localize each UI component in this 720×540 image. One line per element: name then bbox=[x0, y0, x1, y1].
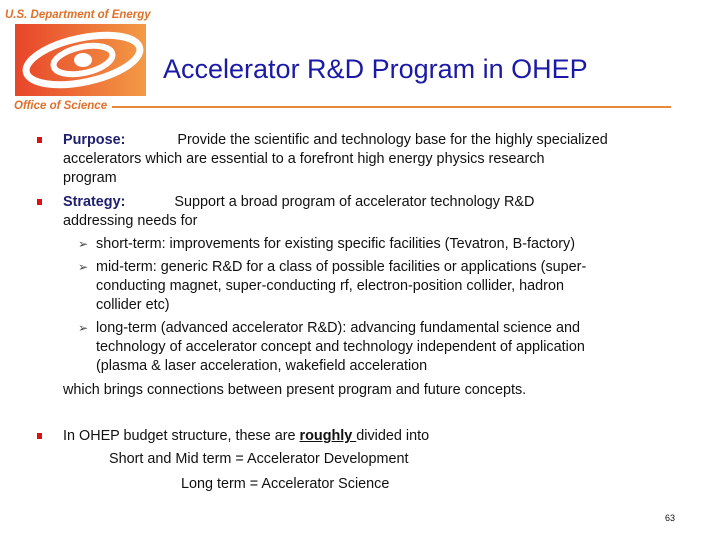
bullet-icon bbox=[37, 199, 42, 205]
bullet-icon bbox=[37, 137, 42, 143]
office-of-science-logo bbox=[15, 24, 146, 96]
page-number: 63 bbox=[665, 513, 676, 523]
long-term-item-3: (plasma & laser acceleration, wakefield acceleration bbox=[96, 358, 428, 374]
arrow-bullet-icon: ➢ bbox=[78, 321, 89, 335]
mid-term-item-2: conducting magnet, super-conducting rf, electron-position collider, hadron bbox=[96, 278, 564, 294]
page-title: Accelerator R&D Program in OHEP bbox=[163, 54, 588, 84]
mid-term-item: mid-term: generic R&D for a class of possible facilities or applications (super- bbox=[96, 259, 587, 275]
long-definition: Long term = Accelerator Science bbox=[181, 476, 390, 492]
short-term-item: short-term: improvements for existing specific facilities (Tevatron, B-factory) bbox=[96, 236, 576, 252]
purpose-text: Provide the scientific and technology base for the highly specialized bbox=[177, 132, 608, 148]
purpose-label: Purpose: bbox=[63, 132, 126, 148]
bullet-icon bbox=[37, 433, 42, 439]
short-mid-definition: Short and Mid term = Accelerator Development bbox=[109, 451, 409, 467]
long-term-item: long-term (advanced accelerator R&D): advancing fundamental science and bbox=[96, 320, 580, 336]
strategy-text-2: addressing needs for bbox=[63, 213, 198, 229]
budget-text: In OHEP budget structure, these are bbox=[63, 428, 300, 444]
office-name: Office of Science bbox=[14, 100, 108, 112]
purpose-text-3: program bbox=[63, 170, 117, 186]
strategy-label: Strategy: bbox=[63, 194, 126, 210]
purpose-text-2: accelerators which are essential to a forefront high energy physics research bbox=[63, 151, 545, 167]
mid-term-item-3: collider etc) bbox=[96, 297, 170, 313]
budget-line bbox=[63, 427, 429, 446]
arrow-bullet-icon: ➢ bbox=[78, 260, 89, 274]
purpose-line bbox=[63, 131, 608, 150]
roughly-emphasis: roughly bbox=[299, 428, 357, 444]
budget-text-end: divided into bbox=[356, 428, 430, 444]
org-name: U.S. Department of Energy bbox=[5, 9, 151, 21]
header-divider bbox=[112, 106, 671, 108]
strategy-text: Support a broad program of accelerator technology R&D bbox=[174, 194, 535, 210]
long-term-item-2: technology of accelerator concept and technology independent of application bbox=[96, 339, 585, 355]
strategy-line bbox=[63, 193, 534, 212]
arrow-bullet-icon: ➢ bbox=[78, 237, 89, 251]
closing-text: which brings connections between present program and future concepts. bbox=[63, 382, 527, 398]
